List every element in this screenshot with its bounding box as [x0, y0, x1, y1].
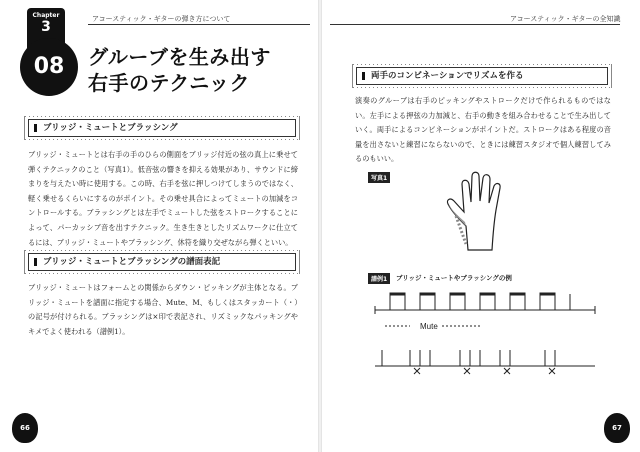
right-running-head: アコースティック・ギターの全知識 — [510, 15, 621, 23]
mute-label: Mute — [420, 322, 438, 331]
chapter-number: 3 — [41, 19, 51, 35]
chapter-label: Chapter — [32, 12, 60, 19]
title-line-1: グルーブを生み出す — [88, 45, 271, 69]
left-page-number: 66 — [12, 413, 38, 443]
title-line-2: 右手のテクニック — [88, 71, 250, 95]
example-caption: ブリッジ・ミュートやブラッシングの例 — [396, 274, 512, 282]
section2-heading: ブリッジ・ミュートとブラッシングの譜面表記 — [28, 253, 296, 271]
hand-photo — [438, 164, 528, 254]
right-section-heading: 両手のコンビネーションでリズムを作る — [356, 67, 608, 85]
page-title — [88, 44, 271, 96]
section1-heading: ブリッジ・ミュートとブラッシング — [28, 119, 296, 137]
hand-outline-icon — [447, 172, 500, 250]
book-gutter — [318, 0, 322, 452]
section-number-badge: 08 — [20, 38, 78, 96]
section1-body: ブリッジ・ミュートとは右手の手のひらの側面をブリッジ付近の弦の真上に乗せて弾くテクニックのこと（写真1）。低音弦の響きを抑える効果があり、サウンドに締まりを与えたい時に使用する。この時、右手を弦に押しつけてしまうのではなく、軽く乗せるくらいにするのがポイント。その乗せ具合によってミュートの加減をコントロールする。ブラッシングとは左手でミュートした弦をストロークすることによって、パーカッシブ音を出すテクニック。生き生きとしたリズムワークに仕立てるには、ブリッジ・ミュートやブラッシング、休符を織り交ぜながら弾くといい。 — [28, 150, 298, 247]
right-page-number: 67 — [604, 413, 630, 443]
notation-example — [370, 288, 600, 388]
right-section-body: 演奏のグルーブは右手のピッキングやストロークだけで作られるものではない。左手による押弦の力加減と、右手の動きを組み合わせることで生み出していく。両手によるコンビネーションがポイントだ。ストロークはある程度の音量を出さないと練習にならないので、ときには練習スタジオで個人練習してみるのもいい。 — [355, 96, 611, 164]
photo-tag: 写真1 — [368, 172, 390, 183]
section2-body: ブリッジ・ミュートはフォームとの関係からダウン・ピッキングが主体となる。ブリッジ・ミュートを譜面に指定する場合、Mute、M、もしくはスタッカート（・）の記号が付けられる。ブラッシングは×印で表記され、リズミックなパッキングやキメでよく使われる（譜例1）。 — [28, 283, 298, 336]
left-header-rule — [88, 24, 310, 25]
example-tag: 譜例1 — [368, 273, 390, 284]
left-running-head: アコースティック・ギターの弾き方について — [92, 15, 231, 23]
right-header-rule — [330, 24, 620, 25]
